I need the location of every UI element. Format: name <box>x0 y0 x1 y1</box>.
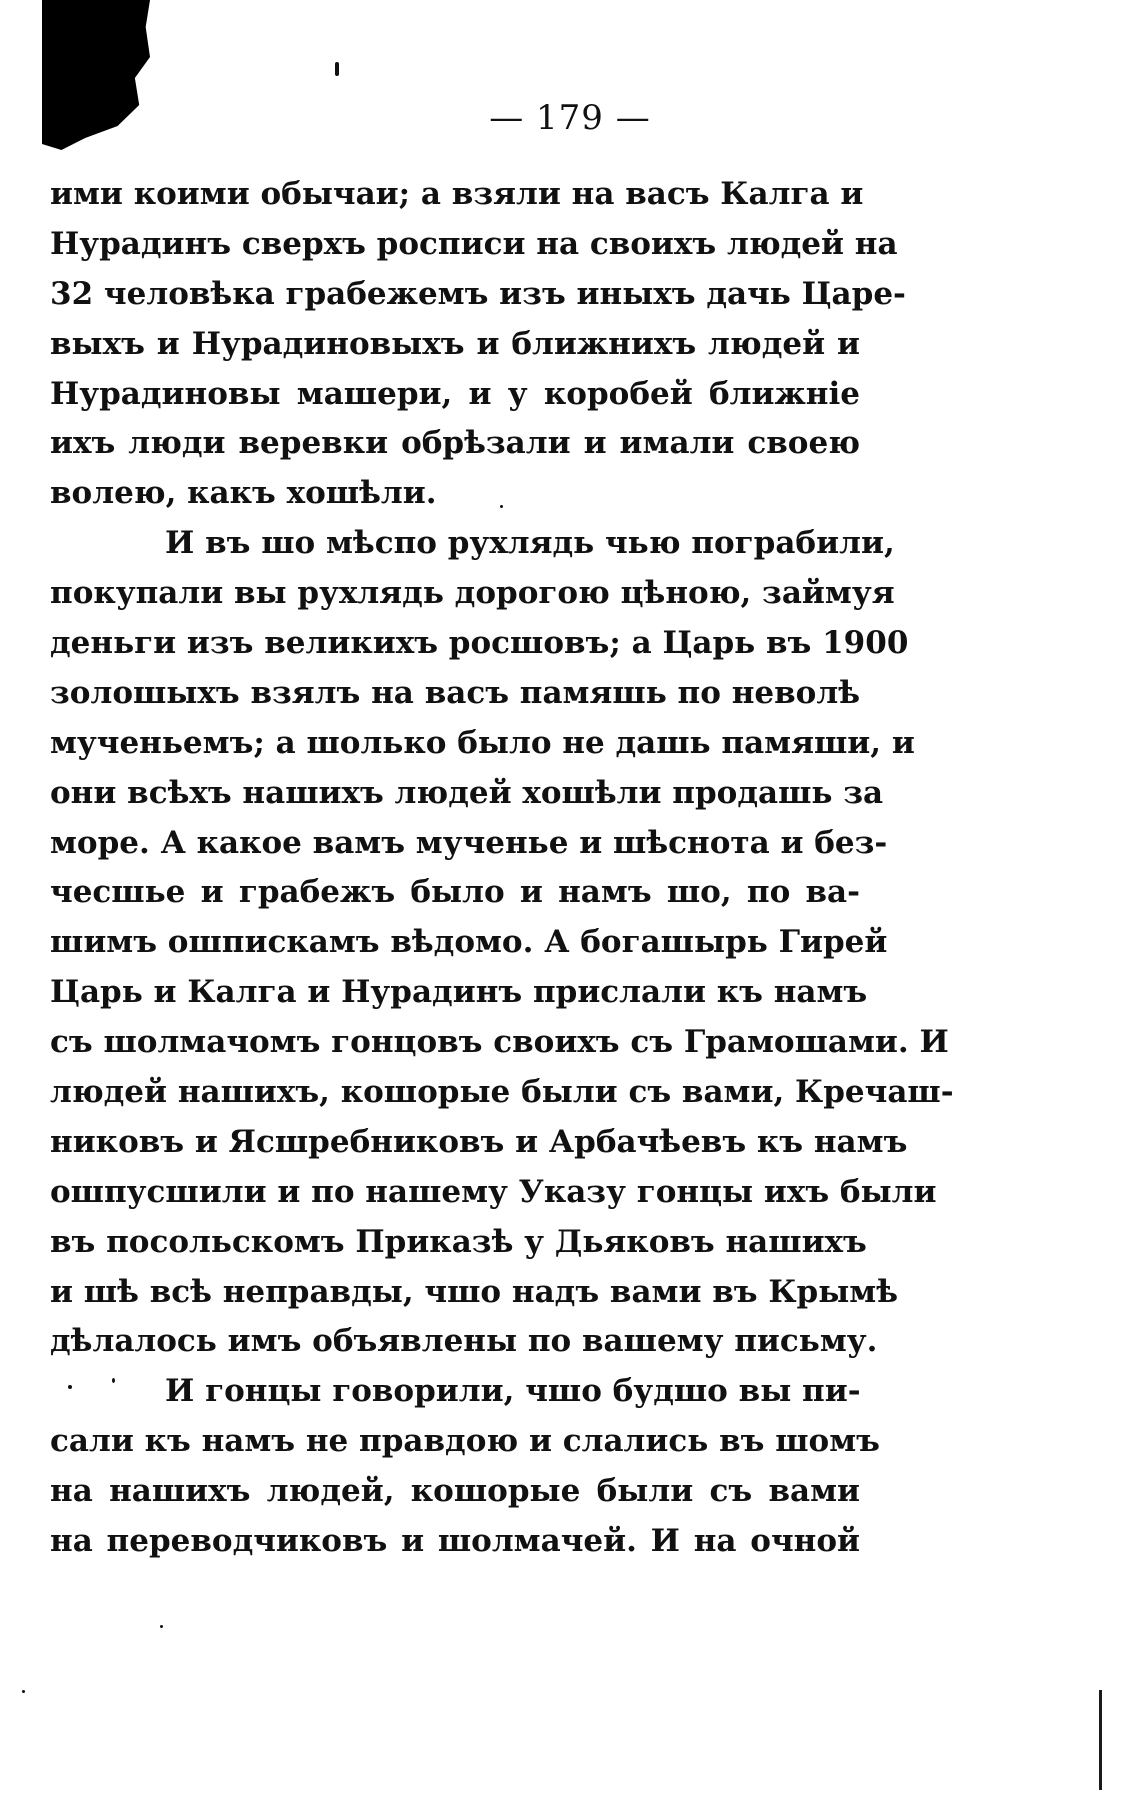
text-line: Царь и Калга и Нурадинъ прислали къ намъ <box>50 974 868 1011</box>
text-line: ихъ люди веревки обрѣзали и имали своею <box>50 425 860 462</box>
text-line: дѣлалось имъ объявлены по вашему письму. <box>50 1323 878 1360</box>
text-line: чесшье и грабежъ было и намъ шо, по ва- <box>50 874 860 911</box>
text-line: Нурадиновы машери, и у коробей ближніе <box>50 375 860 412</box>
text-line: сали къ намъ не правдою и слались въ шомъ <box>50 1423 880 1460</box>
page-edge-mark <box>1099 1690 1102 1790</box>
text-line: Нурадинъ сверхъ росписи на своихъ людей на <box>50 225 898 262</box>
text-line: и шѣ всѣ неправды, чшо надъ вами въ Крымѣ <box>50 1273 899 1310</box>
text-line: волею, какъ хошѣли. <box>50 475 437 512</box>
text-line: море. А какое вамъ мученье и шѣснота и без- <box>50 824 888 861</box>
text-line: съ шолмачомъ гонцовъ своихъ съ Грамошами. И <box>50 1024 949 1061</box>
text-line: людей нашихъ, кошорые были съ вами, Кречаш- <box>50 1074 954 1111</box>
paragraph-start-line: И гонцы говорили, чшо будшо вы пи- <box>165 1373 861 1410</box>
text-line: на нашихъ людей, кошорые были съ вами <box>50 1473 860 1510</box>
text-line: на переводчиковъ и шолмачей. И на очной <box>50 1523 860 1560</box>
page-number: — 179 — <box>489 98 651 138</box>
ink-speck <box>22 1690 25 1693</box>
text-line: 32 человѣка грабежемъ изъ иныхъ дачь Царе- <box>50 275 906 312</box>
text-line: никовъ и Ясшребниковъ и Арбачѣевъ къ намъ <box>50 1123 908 1160</box>
paragraph-start-line: И въ шо мѣспо рухлядь чью пограбили, <box>165 525 895 562</box>
text-line: мученьемъ; а шолько было не дашь памяши, и <box>50 724 915 761</box>
text-line: въ посольскомъ Приказѣ у Дьяковъ нашихъ <box>50 1223 867 1260</box>
ink-speck <box>335 62 339 76</box>
text-line: деньги изъ великихъ росшовъ; а Царь въ 1900 <box>50 625 909 662</box>
text-line: ими коими обычаи; а взяли на васъ Калга и <box>50 176 864 212</box>
text-line: покупали вы рухлядь дорогою цѣною, займуя <box>50 575 895 612</box>
body-text <box>50 170 954 1567</box>
text-line: шимъ ошпискамъ вѣдомо. А богашырь Гирей <box>50 924 888 961</box>
text-line: ошпусшили и по нашему Указу гонцы ихъ были <box>50 1173 937 1210</box>
text-line: золошыхъ взялъ на васъ памяшь по неволѣ <box>50 674 860 711</box>
text-line: они всѣхъ нашихъ людей хошѣли продашь за <box>50 774 884 811</box>
ink-speck <box>160 1625 163 1628</box>
text-line: выхъ и Нурадиновыхъ и ближнихъ людей и <box>50 325 860 362</box>
